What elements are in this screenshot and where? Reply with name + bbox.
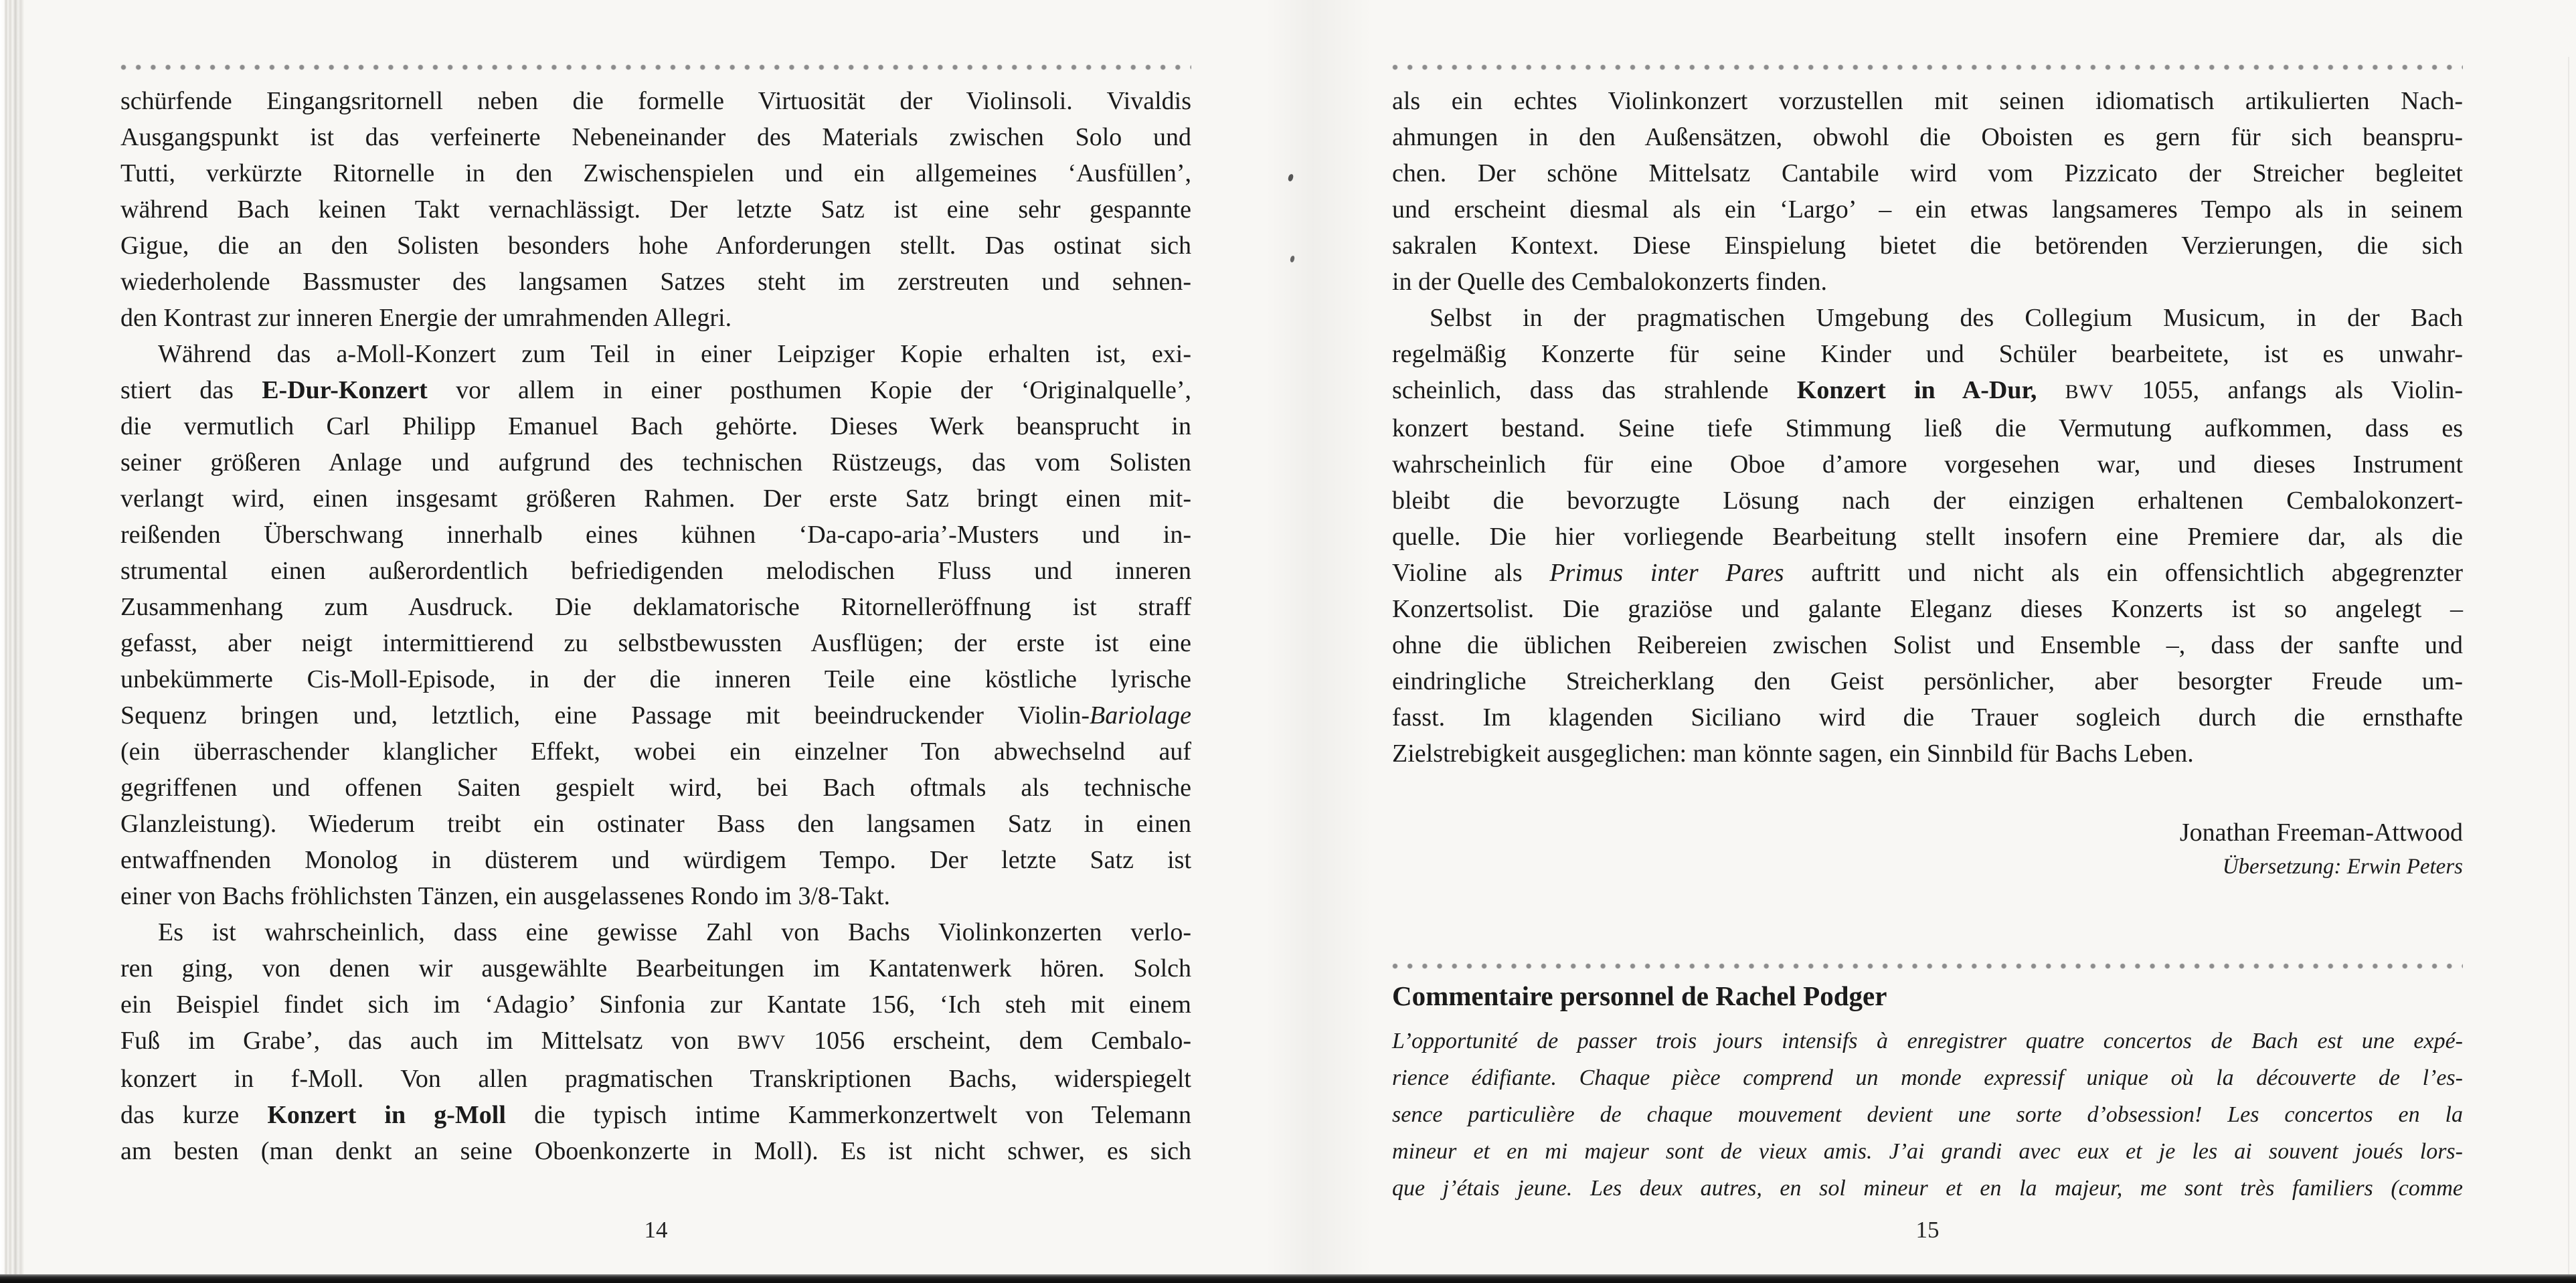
text-line: Es ist wahrscheinlich, dass eine gewisse Zahl von Bachs Violinkonzerten verlo- <box>158 918 1191 946</box>
text-line: ohne die üblichen Reibereien zwischen Solist und Ensemble –, dass der sanfte und <box>1392 631 2463 659</box>
text-line: konzert in f-Moll. Von allen pragmatischen Transkriptionen Bachs, widerspiegelt <box>120 1065 1191 1093</box>
text-line: reißenden Überschwang innerhalb eines kühnen ‘Da-capo-aria’-Musters und in- <box>120 521 1191 549</box>
commentary-text <box>1392 1023 2463 1207</box>
page-left <box>120 0 1191 1274</box>
text-line: seiner größeren Anlage und aufgrund des technischen Rüstzeugs, das vom Solisten <box>120 448 1191 477</box>
text-line: sakralen Kontext. Diese Einspielung bietet die betörenden Verzierungen, die sich <box>1392 232 2463 260</box>
text-line: einer von Bachs fröhlichsten Tänzen, ein ausgelassenes Rondo im 3/8-Takt. <box>120 882 891 910</box>
text-line: in der Quelle des Cembalokonzerts finden. <box>1392 268 1828 296</box>
text-line: gefasst, aber neigt intermittierend zu selbstbewussten Ausflügen; der erste ist eine <box>120 629 1191 657</box>
text-line: Glanzleistung). Wiederum treibt ein ostinater Bass den langsamen Satz in einen <box>120 810 1191 838</box>
text-line: que j’étais jeune. Les deux autres, en sol mineur et en la majeur, me sont très familiers (comme <box>1392 1176 2463 1201</box>
dotted-border-top-right <box>1392 64 2463 70</box>
text-line: Ausgangspunkt ist das verfeinerte Nebeneinander des Materials zwischen Solo und <box>120 123 1191 151</box>
paragraph <box>120 83 1191 336</box>
text-line: scheinlich, dass das strahlende Konzert in A-Dur, BWV 1055, anfangs als Violin- <box>1392 376 2464 404</box>
text-line: quelle. Die hier vorliegende Bearbeitung stellt insofern eine Premiere dar, als die <box>1392 523 2463 551</box>
page-number-right: 15 <box>1915 1217 1940 1243</box>
scan-edge-bottom <box>0 1274 2576 1283</box>
text-line: Während das a-Moll-Konzert zum Teil in einer Leipziger Kopie erhalten ist, exi- <box>158 340 1191 368</box>
text-line: konzert bestand. Seine tiefe Stimmung ließ die Vermutung aufkommen, dass es <box>1392 414 2463 442</box>
translation-credit: Übersetzung: Erwin Peters <box>2222 855 2463 879</box>
text-line: regelmäßig Konzerte für seine Kinder und Schüler bearbeitete, ist es unwahr- <box>1392 340 2463 368</box>
text-line: als ein echtes Violinkonzert vorzustellen mit seinen idiomatisch artikulierten Nach- <box>1392 87 2463 115</box>
text-line: Violine als Primus inter Pares auftritt und nicht als ein offensichtlich abgegrenzter <box>1392 559 2463 587</box>
booklet-spine-edge <box>0 0 24 1274</box>
text-line: eindringliche Streicherklang den Geist persönlicher, aber besorgter Freude um- <box>1392 667 2463 695</box>
text-line: wiederholende Bassmuster des langsamen Satzes steht im zerstreuten und sehnen- <box>120 268 1191 296</box>
page-gutter <box>1265 0 1372 1274</box>
text-line: sence particulière de chaque mouvement devient une sorte d’obsession! Les concertos en la <box>1392 1102 2463 1127</box>
text-line: mineur et en mi majeur sont de vieux amis. J’ai grandi avec eux et je les ai souvent joués lors- <box>1392 1139 2463 1164</box>
text-line: entwaffnenden Monolog in düsterem und würdigem Tempo. Der letzte Satz ist <box>120 846 1191 874</box>
page-left-body-text <box>120 83 1191 1169</box>
paragraph <box>1392 1023 2463 1207</box>
page-number-left: 14 <box>644 1217 668 1243</box>
text-line: den Kontrast zur inneren Energie der umrahmenden Allegri. <box>120 304 732 332</box>
commentary-heading: Commentaire personnel de Rachel Podger <box>1392 980 1887 1011</box>
text-line: Tutti, verkürzte Ritornelle in den Zwischenspielen und ein allgemeines ‘Ausfüllen’, <box>120 159 1191 187</box>
text-line: bleibt die bevorzugte Lösung nach der einzigen erhaltenen Cembalokonzert- <box>1392 487 2463 515</box>
text-line: Zusammenhang zum Ausdruck. Die deklamatorische Ritornelleröffnung ist straff <box>120 593 1191 621</box>
text-line: Fuß im Grabe’, das auch im Mittelsatz von BWV 1056 erscheint, dem Cembalo- <box>120 1027 1191 1055</box>
paragraph <box>120 914 1191 1169</box>
text-line: schürfende Eingangsritornell neben die formelle Virtuosität der Violinsoli. Vivaldis <box>120 87 1191 115</box>
dotted-divider-commentary <box>1392 963 2463 969</box>
text-line: die vermutlich Carl Philipp Emanuel Bach gehörte. Dieses Werk beansprucht in <box>120 412 1191 440</box>
text-line: Sequenz bringen und, letztlich, eine Passage mit beeindruckender Violin-Bariolage <box>120 701 1191 730</box>
page-edge-right <box>2568 57 2569 1274</box>
text-line: chen. Der schöne Mittelsatz Cantabile wird vom Pizzicato der Streicher begleitet <box>1392 159 2463 187</box>
text-line: stiert das E-Dur-Konzert vor allem in einer posthumen Kopie der ‘Originalquelle’, <box>120 376 1192 404</box>
text-line: strumental einen außerordentlich befriedigenden melodischen Fluss und inneren <box>120 557 1191 585</box>
page-right-body-text <box>1392 83 2463 772</box>
paragraph <box>1392 83 2463 300</box>
text-line: verlangt wird, einen insgesamt größeren Rahmen. Der erste Satz bringt einen mit- <box>120 485 1191 513</box>
text-line: ahmungen in den Außensätzen, obwohl die Oboisten es gern für sich beanspru- <box>1392 123 2463 151</box>
page-right <box>1392 0 2463 1274</box>
text-line: unbekümmerte Cis-Moll-Episode, in der die inneren Teile eine köstliche lyrische <box>120 665 1191 693</box>
text-line: L’opportunité de passer trois jours intensifs à enregistrer quatre concertos de Bach est une expé- <box>1392 1029 2463 1053</box>
text-line: am besten (man denkt an seine Oboenkonzerte in Moll). Es ist nicht schwer, es sich <box>120 1137 1191 1165</box>
text-line: und erscheint diesmal als ein ‘Largo’ – ein etwas langsameres Tempo als in seinem <box>1392 195 2463 224</box>
author-signature: Jonathan Freeman-Attwood <box>2179 819 2463 847</box>
text-line: wahrscheinlich für eine Oboe d’amore vorgesehen war, und dieses Instrument <box>1392 450 2463 479</box>
text-line: rience édifiante. Chaque pièce comprend un monde expressif unique où la découverte de l’es- <box>1392 1065 2463 1090</box>
paragraph <box>120 336 1191 914</box>
text-line: Zielstrebigkeit ausgeglichen: man könnte sagen, ein Sinnbild für Bachs Leben. <box>1392 740 2194 768</box>
text-line: ren ging, von denen wir ausgewählte Bearbeitungen im Kantatenwerk hören. Solch <box>120 954 1191 982</box>
paragraph <box>1392 300 2463 772</box>
text-line: fasst. Im klagenden Siciliano wird die Trauer sogleich durch die ernsthafte <box>1392 703 2463 732</box>
text-line: ein Beispiel findet sich im ‘Adagio’ Sinfonia zur Kantate 156, ‘Ich steh mit einem <box>120 991 1191 1019</box>
text-line: das kurze Konzert in g-Moll die typisch intime Kammerkonzertwelt von Telemann <box>120 1101 1191 1129</box>
text-line: während Bach keinen Takt vernachlässigt. Der letzte Satz ist eine sehr gespannte <box>120 195 1191 224</box>
dotted-border-top-left <box>120 64 1191 70</box>
text-line: Gigue, die an den Solisten besonders hohe Anforderungen stellt. Das ostinat sich <box>120 232 1191 260</box>
signature-block <box>1392 815 2463 883</box>
text-line: Konzertsolist. Die graziöse und galante Eleganz dieses Konzerts ist so angelegt – <box>1392 595 2463 623</box>
text-line: gegriffenen und offenen Saiten gespielt wird, bei Bach oftmals als technische <box>120 774 1191 802</box>
text-line: Selbst in der pragmatischen Umgebung des Collegium Musicum, in der Bach <box>1430 304 2463 332</box>
text-line: (ein überraschender klanglicher Effekt, wobei ein einzelner Ton abwechselnd auf <box>120 738 1191 766</box>
